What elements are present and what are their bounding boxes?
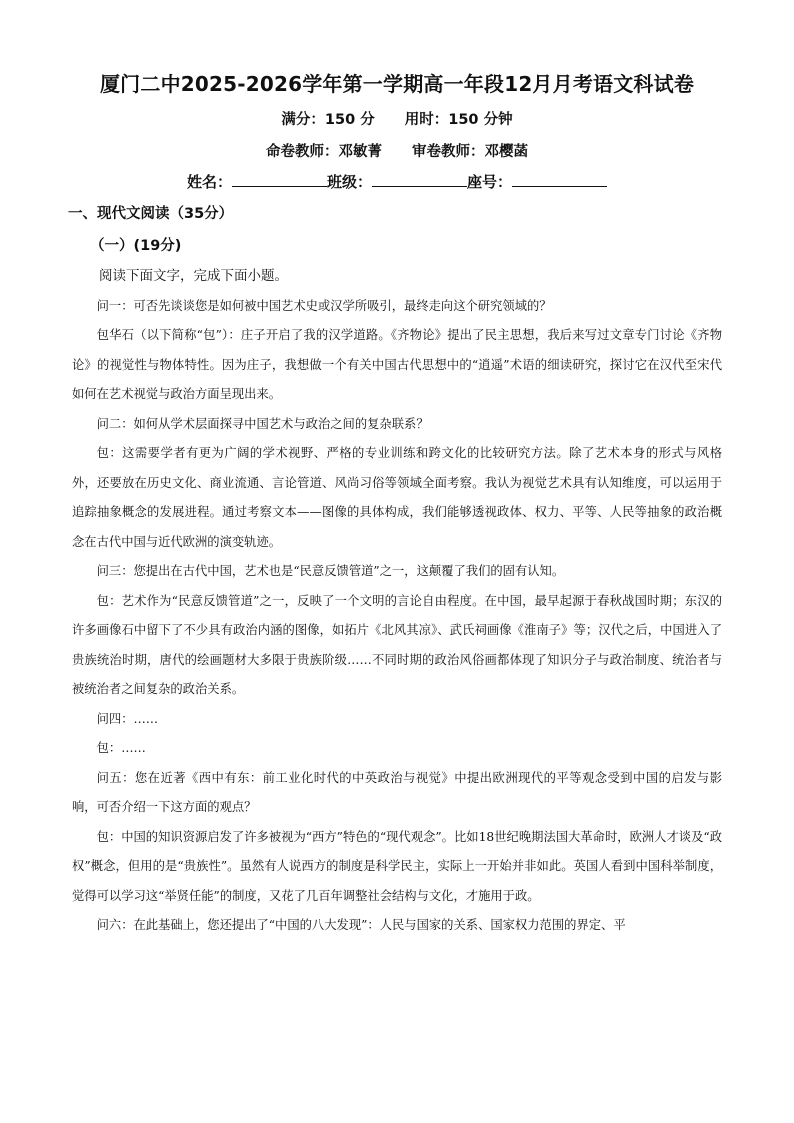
section-heading: 一、现代文阅读（35分） bbox=[68, 206, 234, 222]
student-info-line bbox=[0, 171, 794, 192]
subsection-heading: （一）(19分) bbox=[90, 238, 182, 254]
answer-2: 包：这需要学者有更为广阔的学术视野、严格的专业训练和跨文化的比较研究方法。除了艺术本身的形式与风格外，还要放在历史文化、商业流通、言论管道、风尚习俗等领域全面考察。我认为视觉艺术具有认知维度，可以运用于追踪抽象概念的发展进程。通过考察文本——图像的具体构成，我们能够透视政体、权力、平等、人民等抽象的政治概念在古代中国与近代欧洲的演变轨迹。 bbox=[72, 446, 722, 549]
answer-4: 包：…… bbox=[96, 741, 146, 755]
question-5: 问五：您在近著《西中有东：前工业化时代的中英政治与视觉》中提出欧洲现代的平等观念受到中国的启发与影响，可否介绍一下这方面的观点？ bbox=[72, 770, 722, 814]
class-field[interactable] bbox=[372, 172, 467, 187]
question-3: 问三：您提出在古代中国，艺术也是“民意反馈管道”之一，这颠覆了我们的固有认知。 bbox=[96, 564, 565, 578]
question-2: 问二：如何从学术层面探寻中国艺术与政治之间的复杂联系？ bbox=[96, 416, 429, 431]
answer-5: 包：中国的知识资源启发了许多被视为“西方”特色的“现代观念”。比如18世纪晚期法国大革命时，欧洲人才谈及“政权”概念，但用的是“贵族性”。虽然有人说西方的制度是科学民主，实际上一开始并非如此。英国人看到中国科举制度，觉得可以学习这“举贤任能”的制度，又花了几百年调整社会结构与文化，才施用于政。 bbox=[72, 829, 722, 903]
full-score: 满分：150 分 bbox=[281, 112, 375, 128]
question-1: 问一：可否先谈谈您是如何被中国艺术史或汉学所吸引，最终走向这个研究领域的？ bbox=[96, 298, 552, 313]
instruction: 阅读下面文字，完成下面小题。 bbox=[99, 268, 288, 284]
question-6: 问六：在此基础上，您还提出了“中国的八大发现”：人民与国家的关系、国家权力范围的界定、平 bbox=[96, 918, 626, 932]
seat-field[interactable] bbox=[512, 172, 607, 187]
answer-3: 包：艺术作为“民意反馈管道”之一，反映了一个文明的言论自由程度。在中国，最早起源于春秋战国时期；东汉的许多画像石中留下了不少具有政治内涵的图像，如拓片《北风其凉》、武氏祠画像《淮南子》等；汉代之后，中国进入了贵族统治时期，唐代的绘画题材大多限于贵族阶级……不同时期的政治风俗画都体现了知识分子与政治制度、统治者与被统治者之间复杂的政治关系。 bbox=[72, 593, 722, 696]
teachers-line bbox=[0, 140, 794, 161]
setter-teacher: 命卷教师：邓敏菁 bbox=[266, 144, 382, 160]
exam-info-line bbox=[0, 108, 794, 129]
answer-1: 包华石（以下简称“包”）：庄子开启了我的汉学道路。《齐物论》提出了民主思想，我后来写过文章专门讨论《齐物论》的视觉性与物体特性。因为庄子，我想做一个有关中国古代思想中的“逍遥”术语的细读研究，探讨它在汉代至宋代如何在艺术视觉与政治方面呈现出来。 bbox=[72, 328, 722, 401]
seat-label: 座号： bbox=[467, 173, 513, 191]
question-4: 问四：…… bbox=[96, 711, 159, 726]
class-label: 班级： bbox=[326, 173, 372, 191]
name-label: 姓名： bbox=[186, 173, 232, 191]
reviewer-teacher: 审卷教师：邓樱菡 bbox=[412, 144, 528, 160]
name-field[interactable] bbox=[232, 172, 327, 187]
exam-title: 厦门二中2025-2026学年第一学期高一年段12月月考语文科试卷 bbox=[99, 72, 695, 96]
reading-passage bbox=[72, 262, 722, 941]
exam-time: 用时：150 分钟 bbox=[404, 112, 513, 128]
